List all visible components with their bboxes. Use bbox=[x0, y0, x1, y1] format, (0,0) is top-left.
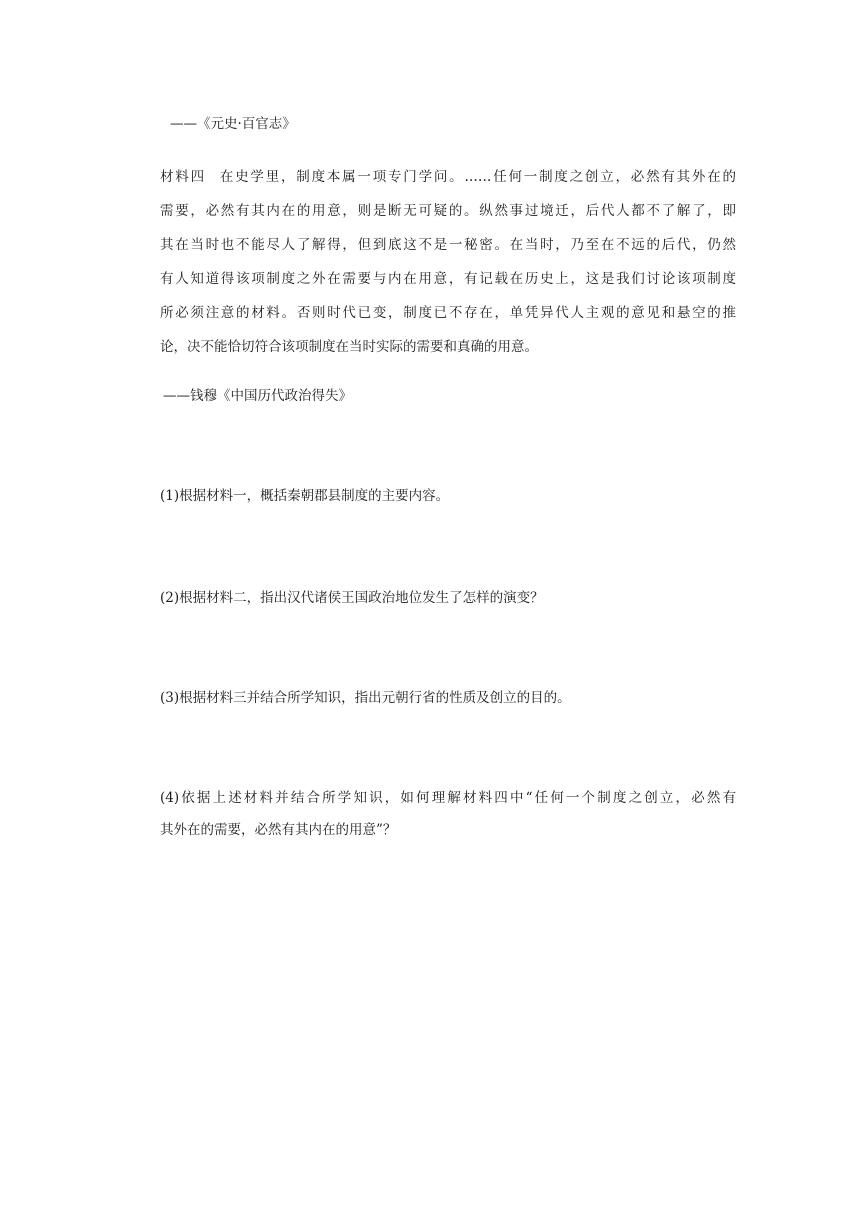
material-line: 需要，必然有其内在的用意，则是断无可疑的。纵然事过境迁，后代人都不了解了，即 bbox=[160, 203, 736, 219]
source-citation-yuanshi: ——《元史·百官志》 bbox=[170, 116, 296, 132]
question-text: (3)根据材料三并结合所学知识，指出元朝行省的性质及创立的目的。 bbox=[160, 690, 571, 706]
material-line bbox=[160, 160, 736, 194]
question-4 bbox=[160, 782, 736, 846]
source-citation-qianmu: ——钱穆《中国历代政治得失》 bbox=[163, 388, 352, 404]
material-text: 在史学里，制度本属一项专门学问。……任何一制度之创立，必然有其外在的 bbox=[219, 169, 737, 185]
material-label: 材料四 bbox=[160, 169, 206, 185]
question-1 bbox=[160, 480, 736, 512]
material-line: 有人知道得该项制度之外在需要与内在用意，有记载在历史上，这是我们讨论该项制度 bbox=[160, 271, 736, 287]
material-line: 论，决不能恰切符合该项制度在当时实际的需要和真确的用意。 bbox=[160, 339, 538, 355]
question-text: (4)依据上述材料并结合所学知识，如何理解材料四中“任何一个制度之创立，必然有 bbox=[160, 790, 736, 806]
question-text: (2)根据材料二，指出汉代诸侯王国政治地位发生了怎样的演变？ bbox=[160, 590, 544, 606]
question-2 bbox=[160, 582, 736, 614]
question-text: (1)根据材料一，概括秦朝郡县制度的主要内容。 bbox=[160, 488, 450, 504]
material-line: 所必须注意的材料。否则时代已变，制度已不存在，单凭异代人主观的意见和悬空的推 bbox=[160, 305, 736, 321]
question-3 bbox=[160, 682, 736, 714]
question-text: 其外在的需要，必然有其内在的用意”？ bbox=[160, 822, 397, 838]
material-line: 其在当时也不能尽人了解得，但到底这不是一秘密。在当时，乃至在不远的后代，仍然 bbox=[160, 237, 736, 253]
material-four bbox=[160, 160, 736, 364]
